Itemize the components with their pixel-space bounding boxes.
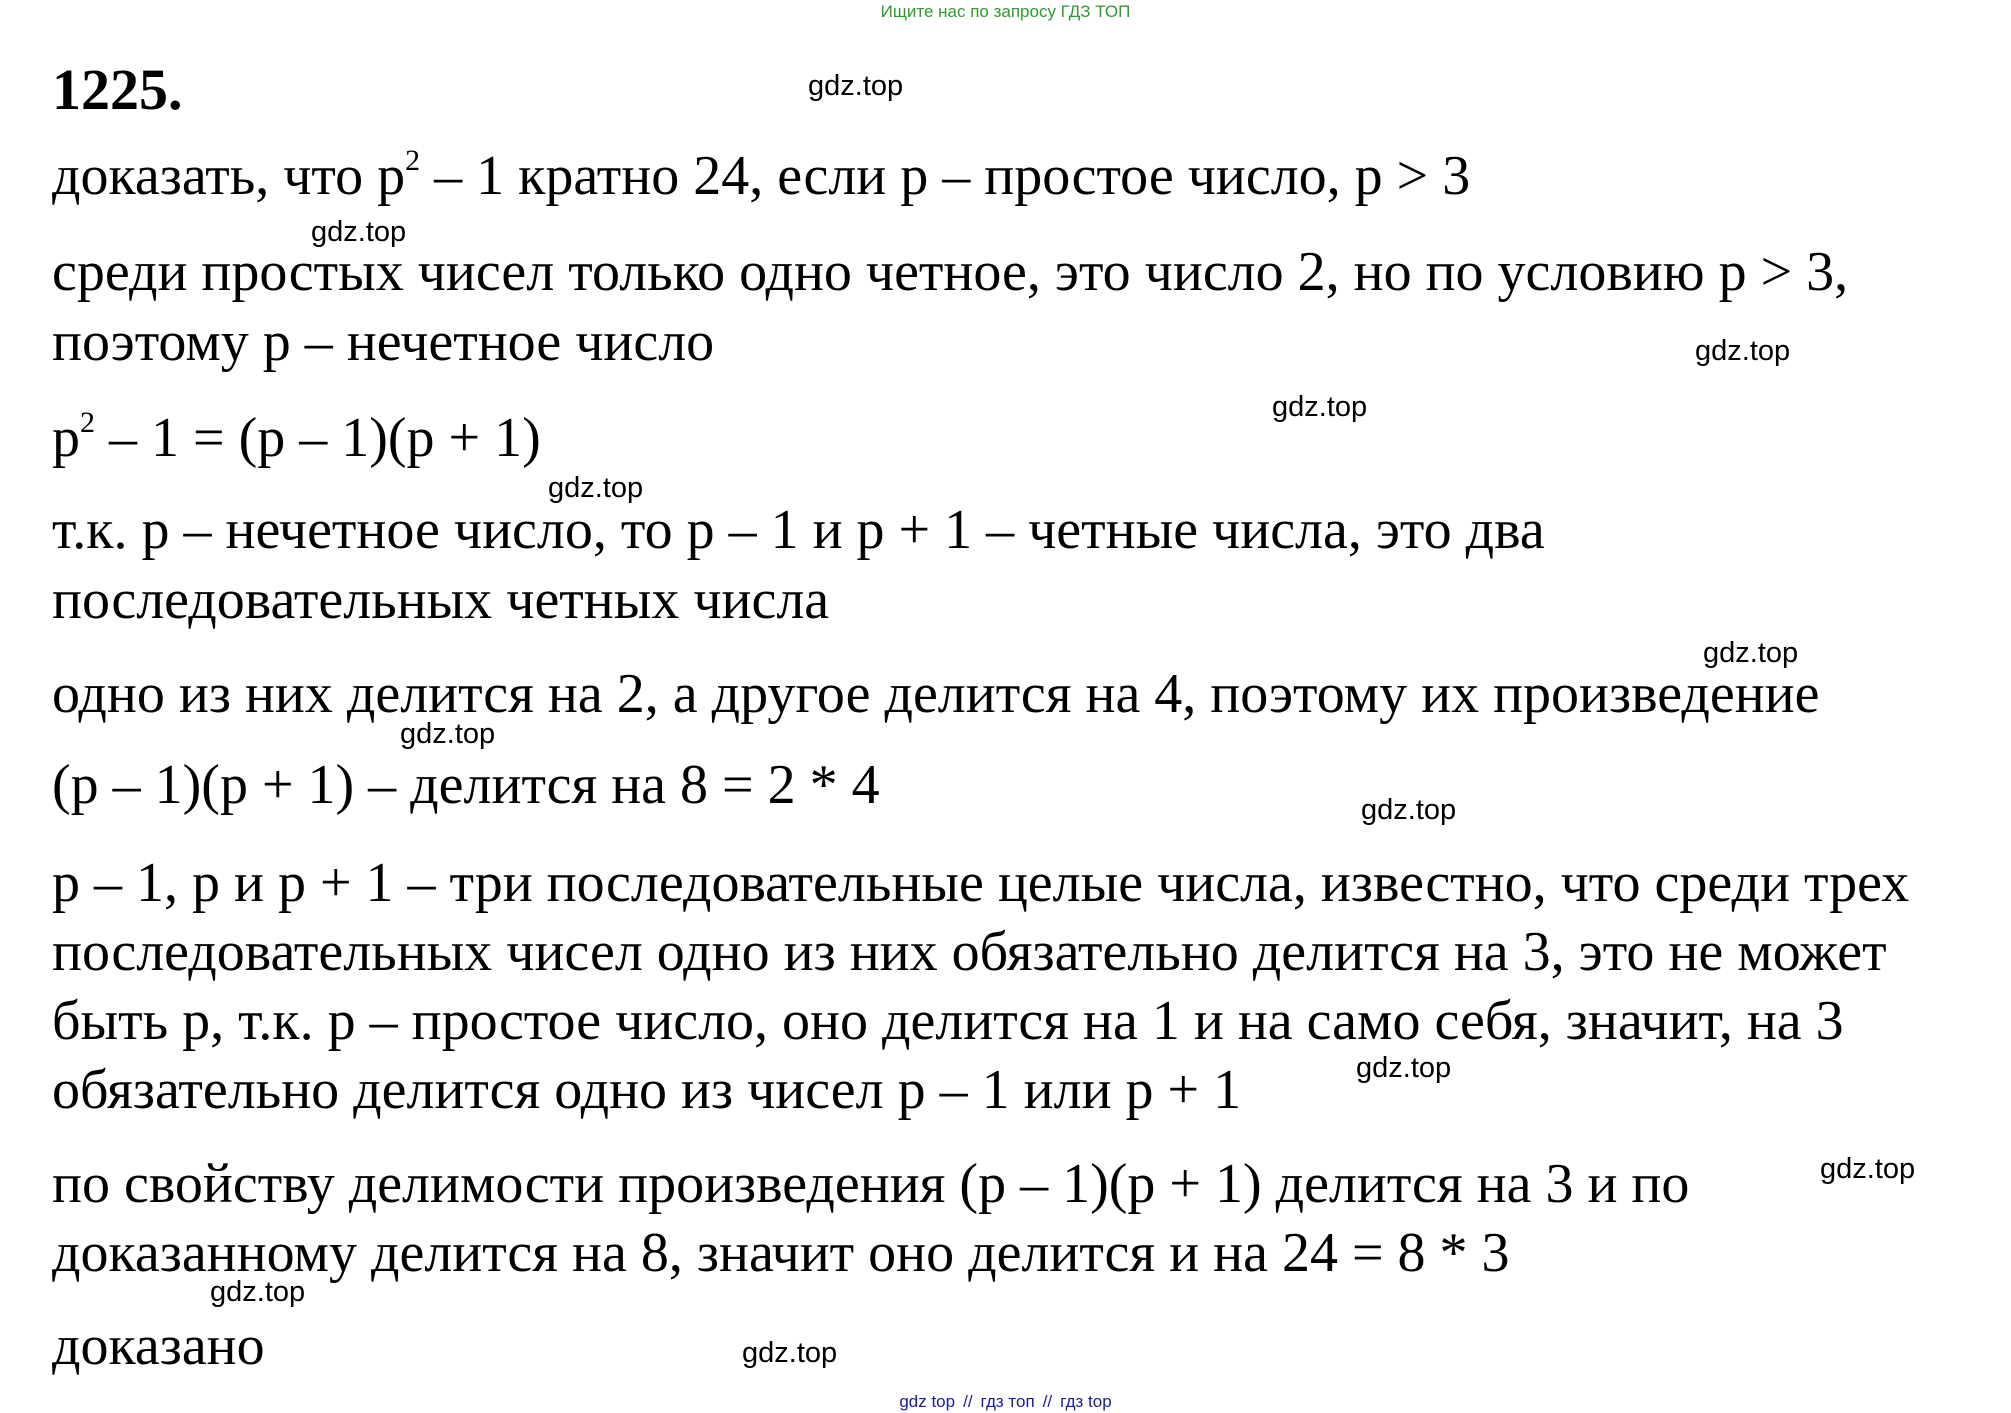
watermark: gdz.top	[400, 718, 496, 750]
text-line-2: среди простых чисел только одно четное, это число 2, но по условию p > 3,	[52, 241, 1849, 303]
superscript-2: 2	[80, 406, 95, 439]
text-line-11: быть p, т.к. p – простое число, оно делится на 1 и на само себя, значит, на 3	[52, 990, 1844, 1052]
text-line-8: (p – 1)(p + 1) – делится на 8 = 2 * 4	[52, 754, 880, 816]
text-line-5: т.к. p – нечетное число, то p – 1 и p + 1 – четные числа, это два	[52, 499, 1545, 561]
watermark: gdz.top	[1356, 1052, 1452, 1084]
text-line-14: доказанному делится на 8, значит оно делится и на 24 = 8 * 3	[52, 1222, 1510, 1284]
footer-link-gdz-top[interactable]: gdz top	[899, 1392, 956, 1411]
watermark: gdz.top	[1703, 637, 1799, 669]
text-line-1	[52, 144, 1471, 207]
watermark: gdz.top	[210, 1276, 306, 1308]
text-line-1-part-a: доказать, что p	[52, 145, 406, 207]
watermark: gdz.top	[548, 472, 644, 504]
text-line-15: доказано	[52, 1315, 265, 1377]
watermark: gdz.top	[742, 1337, 838, 1369]
text-line-4	[52, 406, 541, 469]
text-line-7: одно из них делится на 2, а другое делится на 4, поэтому их произведение	[52, 663, 1820, 725]
top-banner[interactable]: Ищите нас по запросу ГДЗ ТОП	[880, 2, 1131, 21]
text-line-4-part-b: – 1 = (p – 1)(p + 1)	[95, 407, 541, 469]
footer-link-gdz-top-ru[interactable]: гдз топ	[980, 1392, 1035, 1411]
text-line-6: последовательных четных числа	[52, 569, 830, 631]
watermark: gdz.top	[1820, 1153, 1916, 1185]
watermark: gdz.top	[311, 216, 407, 248]
text-line-4-part-a: p	[52, 407, 80, 469]
footer-separator: //	[1042, 1392, 1053, 1411]
text-line-10: последовательных чисел одно из них обязательно делится на 3, это не может	[52, 921, 1887, 983]
footer-link-gdz-top-mixed[interactable]: гдз top	[1060, 1392, 1112, 1411]
watermark: gdz.top	[1695, 335, 1791, 367]
text-line-13: по свойству делимости произведения (p – 1)(p + 1) делится на 3 и по	[52, 1153, 1690, 1215]
footer-separator: //	[963, 1392, 973, 1411]
text-line-12: обязательно делится одно из чисел p – 1 или p + 1	[52, 1059, 1242, 1121]
watermark: gdz.top	[1361, 794, 1457, 826]
text-line-3: поэтому p – нечетное число	[52, 311, 715, 373]
text-line-9: p – 1, p и p + 1 – три последовательные целые числа, известно, что среди трех	[52, 852, 1910, 914]
footer-links	[0, 1392, 2011, 1412]
watermark: gdz.top	[1272, 391, 1368, 423]
text-line-1-part-b: – 1 кратно 24, если p – простое число, p > 3	[420, 145, 1471, 207]
watermark: gdz.top	[808, 70, 904, 102]
superscript-2: 2	[405, 144, 421, 177]
problem-number: 1225.	[52, 57, 183, 122]
